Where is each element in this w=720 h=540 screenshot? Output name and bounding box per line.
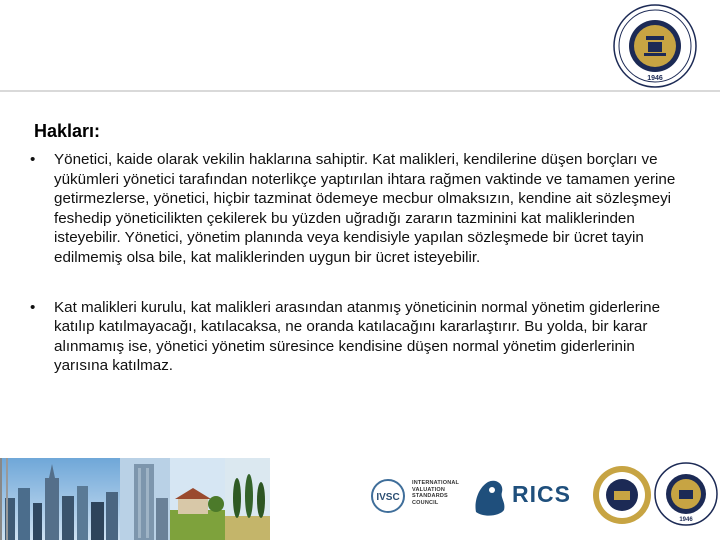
city-skyline-photo [0, 458, 120, 540]
cypress-trees-photo [225, 458, 270, 540]
slide-title: Hakları: [34, 121, 101, 141]
skyscraper-photo [120, 458, 170, 540]
valuation-seal-icon [592, 465, 652, 525]
list-item [30, 150, 692, 268]
ankara-universitesi-seal-icon [654, 462, 718, 526]
header-divider [0, 90, 720, 92]
svg-text:1946: 1946 [647, 75, 663, 82]
bullet-marker: • [30, 151, 36, 168]
ankara-universitesi-seal-icon [613, 4, 697, 88]
countryside-house-photo [170, 458, 225, 540]
bullet-marker: • [30, 298, 36, 316]
bullet-text: Yönetici, kaide olarak vekilin haklarına sahiptir. Kat malikleri, kendilerine düşen borçları ve yükümleri yönetici tarafından noterlikçe yaptırılan ihtara rağmen vaktinde ve tamamen yerine getirmezlerse, yönetici, hiçbir tazminat ödemeye mecbur olmaksızın, kendine ait sözleşmeyi feshedip yöneticilikten çekilerek bu yüzden uğradığı zararın tazminini kat maliklerinden isteyebilir. Yönetici, yönetim planında veya kendisiyle yapılan sözleşmede bir ücret tayin edilmemiş olsa bile, kat maliklerinden uygun bir ücret isteyebilir. [54, 151, 676, 266]
list-item [30, 298, 692, 376]
bullet-text: Kat malikleri kurulu, kat malikleri arasından atanmış yöneticinin normal yönetim giderlerine katılıp katılmayacağı, katılacaksa, ne oranda katılacağını kararlaştırır. Bu yolda, bir karar alınmamış ise, yönetici yönetim süresince kendisine düşen normal yönetim giderlerinin yarısına katılmaz. [54, 298, 661, 375]
slide-header [0, 0, 720, 92]
ivsc-label: IVSC [376, 492, 400, 503]
ivsc-council-text: INTERNATIONAL VALUATION STANDARDS COUNCIL [412, 480, 460, 506]
footer-photo-strip [0, 458, 270, 540]
rics-label: RICS [512, 481, 571, 507]
bullet-list [30, 150, 692, 376]
svg-text:1946: 1946 [679, 517, 693, 523]
